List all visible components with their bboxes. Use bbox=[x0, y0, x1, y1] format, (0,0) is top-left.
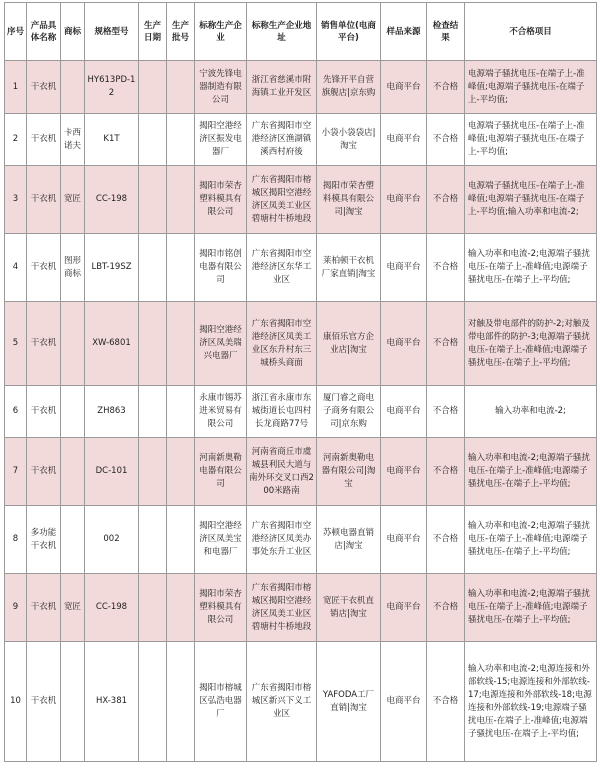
cell-manufacturer: 揭阳空港经济区振发电器厂 bbox=[195, 114, 247, 166]
cell-result: 不合格 bbox=[427, 166, 465, 234]
cell-no: 10 bbox=[5, 642, 27, 762]
cell-result: 不合格 bbox=[427, 438, 465, 506]
cell-address: 广东省揭阳市空港经济区凤美工业区东升村东三城桥头商面 bbox=[247, 302, 317, 386]
cell-production-date bbox=[139, 166, 167, 234]
cell-manufacturer: 揭阳市铭创电器有限公司 bbox=[195, 234, 247, 302]
cell-production-date bbox=[139, 438, 167, 506]
cell-model: XW-6801 bbox=[85, 302, 139, 386]
cell-result: 不合格 bbox=[427, 642, 465, 762]
cell-no: 1 bbox=[5, 61, 27, 114]
cell-sample-source: 电商平台 bbox=[381, 61, 427, 114]
cell-seller: 苏顿电器直销店|淘宝 bbox=[317, 506, 381, 574]
cell-seller: YAFODA工厂直销|淘宝 bbox=[317, 642, 381, 762]
cell-address: 广东省揭阳市空港经济区东华工业区 bbox=[247, 234, 317, 302]
cell-product-name: 干衣机 bbox=[27, 642, 61, 762]
table-row bbox=[5, 114, 597, 166]
cell-sample-source: 电商平台 bbox=[381, 114, 427, 166]
cell-seller: 小袋小袋袋店|淘宝 bbox=[317, 114, 381, 166]
cell-production-date bbox=[139, 302, 167, 386]
cell-result: 不合格 bbox=[427, 114, 465, 166]
header-nonconforming-items: 不合格项目 bbox=[465, 3, 597, 61]
cell-result: 不合格 bbox=[427, 574, 465, 642]
header-result: 检查结果 bbox=[427, 3, 465, 61]
table-row bbox=[5, 642, 597, 762]
header-manufacturer: 标称生产企业 bbox=[195, 3, 247, 61]
cell-product-name: 干衣机 bbox=[27, 574, 61, 642]
cell-production-date bbox=[139, 386, 167, 438]
cell-sample-source: 电商平台 bbox=[381, 166, 427, 234]
cell-production-date bbox=[139, 574, 167, 642]
cell-nonconforming-items: 电源端子骚扰电压-在端子上-准峰值;电源端子骚扰电压-在端子上-平均值; bbox=[465, 114, 597, 166]
cell-sample-source: 电商平台 bbox=[381, 574, 427, 642]
cell-manufacturer: 揭阳市榕城区弘浩电器厂 bbox=[195, 642, 247, 762]
table-row bbox=[5, 61, 597, 114]
header-manufacturer-address: 标称生产企业地址 bbox=[247, 3, 317, 61]
cell-address: 河南省商丘市虞城县利民大道与南外环交叉口西200米路南 bbox=[247, 438, 317, 506]
cell-nonconforming-items: 输入功率和电流-2; bbox=[465, 386, 597, 438]
cell-product-name: 干衣机 bbox=[27, 166, 61, 234]
cell-brand bbox=[61, 642, 85, 762]
cell-production-date bbox=[139, 114, 167, 166]
cell-production-date bbox=[139, 642, 167, 762]
cell-product-name: 干衣机 bbox=[27, 438, 61, 506]
cell-brand bbox=[61, 386, 85, 438]
cell-sample-source: 电商平台 bbox=[381, 234, 427, 302]
header-no: 序号 bbox=[5, 3, 27, 61]
table-header-row bbox=[5, 3, 597, 61]
cell-nonconforming-items: 电源端子骚扰电压-在端子上-准峰值;电源端子骚扰电压-在端子上-平均值; bbox=[465, 61, 597, 114]
cell-seller: 宽匠干衣机直销店|淘宝 bbox=[317, 574, 381, 642]
cell-production-date bbox=[139, 506, 167, 574]
cell-seller: 河南新奥勒电器有限公司|淘宝 bbox=[317, 438, 381, 506]
cell-batch-no bbox=[167, 574, 195, 642]
cell-brand: 宽匠 bbox=[61, 574, 85, 642]
cell-product-name: 多功能干衣机 bbox=[27, 506, 61, 574]
cell-batch-no bbox=[167, 386, 195, 438]
table-row bbox=[5, 302, 597, 386]
cell-no: 8 bbox=[5, 506, 27, 574]
cell-nonconforming-items: 输入功率和电流-2;电源端子骚扰电压-在端子上-准峰值;电源端子骚扰电压-在端子上-平均值; bbox=[465, 438, 597, 506]
cell-product-name: 干衣机 bbox=[27, 234, 61, 302]
header-brand: 商标 bbox=[61, 3, 85, 61]
cell-brand bbox=[61, 302, 85, 386]
table-row bbox=[5, 438, 597, 506]
cell-brand bbox=[61, 61, 85, 114]
cell-sample-source: 电商平台 bbox=[381, 438, 427, 506]
cell-brand: 宽匠 bbox=[61, 166, 85, 234]
cell-model: HY613PD-12 bbox=[85, 61, 139, 114]
cell-address: 广东省揭阳市榕城区揭阳空港经济区凤美工业区碧塘村牛桥地段 bbox=[247, 574, 317, 642]
cell-batch-no bbox=[167, 234, 195, 302]
cell-result: 不合格 bbox=[427, 234, 465, 302]
cell-nonconforming-items: 输入功率和电流-2;电源连接和外部软线-15;电源连接和外部软线-17;电源连接和外部软线-18;电源连接和外部软线-19;电源端子骚扰电压-在端子上-准峰值;电源端子骚扰电压-在端子上-平均值; bbox=[465, 642, 597, 762]
cell-seller: 揭阳市荣杏塑料模具有限公司|淘宝 bbox=[317, 166, 381, 234]
cell-manufacturer: 揭阳空港经济区凤美宝和电器厂 bbox=[195, 506, 247, 574]
header-sample-source: 样品来源 bbox=[381, 3, 427, 61]
cell-result: 不合格 bbox=[427, 302, 465, 386]
cell-no: 4 bbox=[5, 234, 27, 302]
cell-result: 不合格 bbox=[427, 386, 465, 438]
cell-sample-source: 电商平台 bbox=[381, 386, 427, 438]
cell-brand: 图形商标 bbox=[61, 234, 85, 302]
cell-batch-no bbox=[167, 506, 195, 574]
table-row bbox=[5, 386, 597, 438]
header-seller: 销售单位(电商平台) bbox=[317, 3, 381, 61]
cell-manufacturer: 宁波先锋电器制造有限公司 bbox=[195, 61, 247, 114]
cell-no: 2 bbox=[5, 114, 27, 166]
cell-manufacturer: 揭阳市荣杏塑料模具有限公司 bbox=[195, 574, 247, 642]
cell-production-date bbox=[139, 61, 167, 114]
cell-product-name: 干衣机 bbox=[27, 302, 61, 386]
header-model: 规格型号 bbox=[85, 3, 139, 61]
cell-seller: 厦门睿之商电子商务有限公司|京东购 bbox=[317, 386, 381, 438]
cell-batch-no bbox=[167, 61, 195, 114]
cell-batch-no bbox=[167, 166, 195, 234]
header-production-date: 生产日期 bbox=[139, 3, 167, 61]
cell-batch-no bbox=[167, 642, 195, 762]
cell-result: 不合格 bbox=[427, 506, 465, 574]
cell-no: 3 bbox=[5, 166, 27, 234]
cell-manufacturer: 揭阳市荣杏塑料模具有限公司 bbox=[195, 166, 247, 234]
cell-nonconforming-items: 对触及带电部件的防护-2;对触及带电部件的防护-3;电源端子骚扰电压-在端子上-准峰值;电源端子骚扰电压-在端子上-平均值; bbox=[465, 302, 597, 386]
header-batch-no: 生产批号 bbox=[167, 3, 195, 61]
cell-nonconforming-items: 输入功率和电流-2;电源端子骚扰电压-在端子上-准峰值;电源端子骚扰电压-在端子上-平均值; bbox=[465, 234, 597, 302]
cell-product-name: 干衣机 bbox=[27, 114, 61, 166]
cell-no: 9 bbox=[5, 574, 27, 642]
cell-no: 5 bbox=[5, 302, 27, 386]
cell-manufacturer: 揭阳空港经济区凤美瑞兴电器厂 bbox=[195, 302, 247, 386]
cell-nonconforming-items: 输入功率和电流-2;电源端子骚扰电压-在端子上-准峰值;电源端子骚扰电压-在端子上-平均值; bbox=[465, 506, 597, 574]
cell-batch-no bbox=[167, 114, 195, 166]
cell-address: 浙江省慈溪市附海镇工业开发区 bbox=[247, 61, 317, 114]
cell-manufacturer: 河南新奥勒电器有限公司 bbox=[195, 438, 247, 506]
cell-no: 7 bbox=[5, 438, 27, 506]
cell-address: 广东省揭阳市空港经济区渔湖镇溪西村府後 bbox=[247, 114, 317, 166]
cell-sample-source: 电商平台 bbox=[381, 506, 427, 574]
cell-seller: 先锋开平自营旗舰店|京东购 bbox=[317, 61, 381, 114]
cell-sample-source: 电商平台 bbox=[381, 302, 427, 386]
cell-seller: 康佰乐官方企业店|淘宝 bbox=[317, 302, 381, 386]
table-row bbox=[5, 166, 597, 234]
cell-manufacturer: 永康市锡苏进米贸易有限公司 bbox=[195, 386, 247, 438]
cell-product-name: 干衣机 bbox=[27, 61, 61, 114]
cell-address: 广东省揭阳市空港经济区凤美办事处东升工业区 bbox=[247, 506, 317, 574]
cell-address: 广东省揭阳市榕城区揭阳空港经济区凤美工业区碧塘村牛桥地段 bbox=[247, 166, 317, 234]
cell-address: 广东省揭阳市榕城区新兴下义工业区 bbox=[247, 642, 317, 762]
cell-sample-source: 电商平台 bbox=[381, 642, 427, 762]
cell-model: LBT-19SZ bbox=[85, 234, 139, 302]
cell-production-date bbox=[139, 234, 167, 302]
cell-batch-no bbox=[167, 302, 195, 386]
cell-brand bbox=[61, 506, 85, 574]
cell-model: K1T bbox=[85, 114, 139, 166]
cell-product-name: 干衣机 bbox=[27, 386, 61, 438]
cell-brand: 卡西诺夫 bbox=[61, 114, 85, 166]
cell-result: 不合格 bbox=[427, 61, 465, 114]
cell-model: ZH863 bbox=[85, 386, 139, 438]
cell-model: 002 bbox=[85, 506, 139, 574]
header-product-name: 产品具体名称 bbox=[27, 3, 61, 61]
table-row bbox=[5, 234, 597, 302]
cell-address: 浙江省永康市东城街道长屯四村长龙商路77号 bbox=[247, 386, 317, 438]
cell-seller: 莱柏顿干衣机厂家直销|淘宝 bbox=[317, 234, 381, 302]
cell-nonconforming-items: 输入功率和电流-2;电源端子骚扰电压-在端子上-准峰值;电源端子骚扰电压-在端子上-平均值; bbox=[465, 574, 597, 642]
cell-model: HX-381 bbox=[85, 642, 139, 762]
cell-no: 6 bbox=[5, 386, 27, 438]
cell-brand bbox=[61, 438, 85, 506]
cell-model: CC-198 bbox=[85, 166, 139, 234]
cell-nonconforming-items: 电源端子骚扰电压-在端子上-准峰值;电源端子骚扰电压-在端子上-平均值;输入功率和电流-2; bbox=[465, 166, 597, 234]
cell-model: DC-101 bbox=[85, 438, 139, 506]
table-row bbox=[5, 506, 597, 574]
table-row bbox=[5, 574, 597, 642]
cell-batch-no bbox=[167, 438, 195, 506]
cell-model: CC-198 bbox=[85, 574, 139, 642]
nonconforming-products-table bbox=[4, 2, 597, 762]
